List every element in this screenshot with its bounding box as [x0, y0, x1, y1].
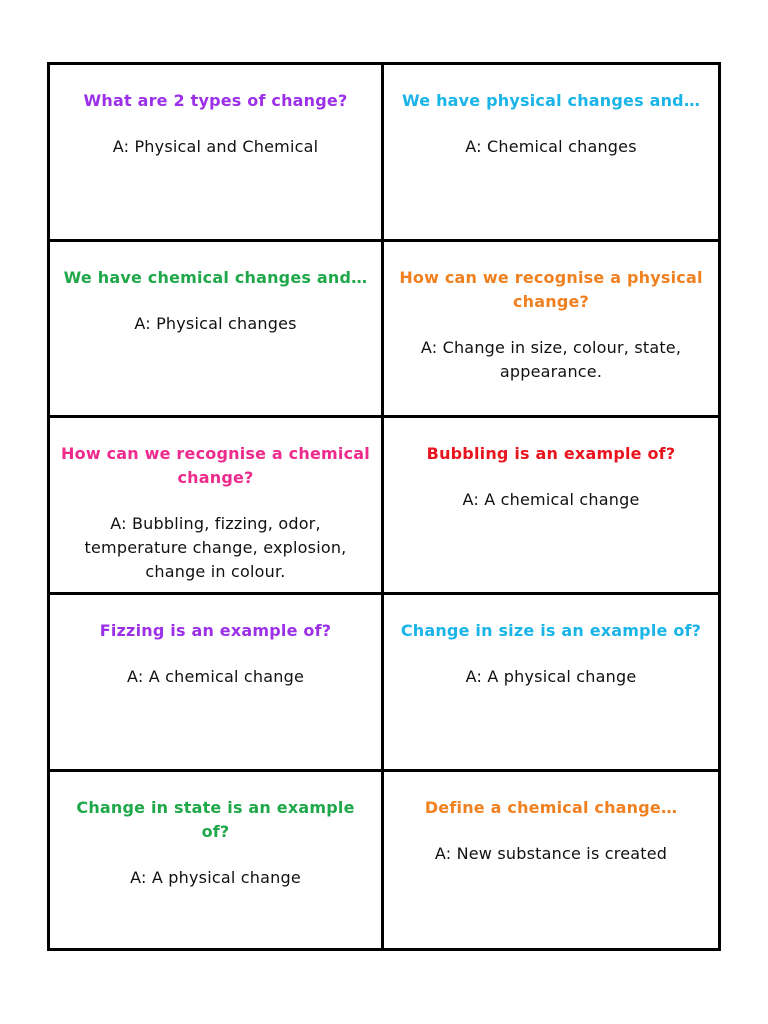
- card-answer: A: Physical and Chemical: [112, 137, 319, 156]
- card-answer: A: A physical change: [130, 867, 301, 887]
- card-answer: A: Bubbling, fizzing, odor, temperature change, explosion, change in colour.: [84, 514, 347, 581]
- flashcard-sheet: [47, 62, 721, 951]
- card-answer: A: Change in size, colour, state, appearance.: [420, 337, 682, 381]
- flashcard: [384, 418, 718, 595]
- card-question: Change in state is an example of?: [76, 797, 355, 841]
- card-answer: A: Physical changes: [134, 313, 297, 333]
- card-question: How can we recognise a chemical change?: [61, 444, 370, 487]
- flashcard: [384, 65, 718, 242]
- flashcard: [384, 595, 718, 772]
- card-answer: A: Chemical changes: [465, 137, 637, 156]
- card-question: Change in size is an example of?: [400, 621, 702, 640]
- card-question: We have physical changes and…: [401, 91, 701, 110]
- flashcard: [50, 595, 384, 772]
- flashcard: [384, 772, 718, 949]
- flashcard: [50, 242, 384, 419]
- flashcard: [50, 772, 384, 949]
- card-question: What are 2 types of change?: [83, 91, 348, 110]
- flashcard: [50, 418, 384, 595]
- flashcard: [50, 65, 384, 242]
- card-question: Define a chemical change…: [424, 797, 678, 817]
- card-answer: A: A chemical change: [462, 490, 640, 509]
- card-question: We have chemical changes and…: [63, 267, 368, 287]
- card-answer: A: A chemical change: [127, 667, 304, 686]
- flashcard: [384, 242, 718, 419]
- card-answer: A: A physical change: [465, 667, 637, 686]
- card-question: Bubbling is an example of?: [426, 444, 676, 463]
- card-question: Fizzing is an example of?: [99, 621, 332, 640]
- card-question: How can we recognise a physical change?: [399, 267, 703, 311]
- card-answer: A: New substance is created: [434, 843, 668, 863]
